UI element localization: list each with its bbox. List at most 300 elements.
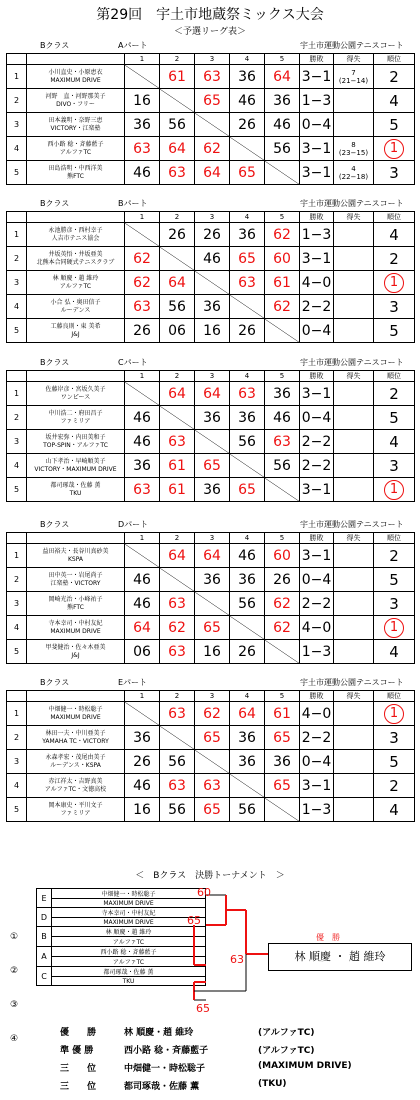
- rank-cell: 4: [374, 798, 415, 822]
- score-cell: 63: [265, 430, 300, 454]
- score-cell: 36: [265, 382, 300, 406]
- win-loss: 2−2: [300, 295, 334, 319]
- team-cell: [27, 271, 125, 295]
- score-cell: 63: [230, 271, 265, 295]
- team-club: ファミリア: [60, 809, 91, 817]
- score-cell: 36: [265, 750, 300, 774]
- row-number: 1: [7, 65, 27, 89]
- bracket-club: アルファTC: [52, 937, 206, 947]
- header-col-number: 1: [125, 533, 160, 544]
- team-names: 永森孝宏・茂尾由美子: [45, 753, 106, 761]
- score-cell: 60: [265, 544, 300, 568]
- class-label: Bクラス: [40, 358, 70, 367]
- score-cell: 36: [125, 113, 160, 137]
- win-loss: 0−4: [300, 568, 334, 592]
- bracket-letter: C: [37, 967, 52, 986]
- team-club: 江楽塾・VICTORY: [50, 579, 101, 587]
- venue-label: 宇土市運動公園テニスコート: [300, 41, 404, 50]
- row-number: 4: [7, 616, 27, 640]
- diagonal-cell: [265, 319, 300, 343]
- team-cell: [27, 750, 125, 774]
- header-points: 得失: [334, 54, 374, 65]
- team-club: ファミリア: [60, 417, 91, 425]
- team-club: アルファTC: [59, 282, 92, 290]
- score-cell: 64: [160, 271, 195, 295]
- team-cell: [27, 247, 125, 271]
- rank-cell: 2: [374, 65, 415, 89]
- header-team-cell: [27, 371, 125, 382]
- score-cell: 64: [160, 544, 195, 568]
- venue-label: 宇土市運動公園テニスコート: [300, 520, 404, 529]
- score-cell: 16: [125, 89, 160, 113]
- team-club: ルーデンス・KSPA: [50, 761, 101, 769]
- game-diff: [334, 113, 374, 137]
- bracket-score-2: 65: [187, 914, 201, 927]
- team-club: VICTORY・江楽塾: [50, 124, 101, 132]
- rank-cell: 5: [374, 113, 415, 137]
- section-header: [0, 40, 420, 52]
- score-cell: 26: [125, 750, 160, 774]
- class-label: Bクラス: [40, 41, 70, 50]
- first-place-mark: 1: [384, 273, 404, 293]
- row-number: 3: [7, 113, 27, 137]
- bracket-score-1: 60: [197, 886, 211, 899]
- rank-cell: 2: [374, 544, 415, 568]
- game-diff: [334, 89, 374, 113]
- score-cell: 26: [195, 223, 230, 247]
- diagonal-cell: [265, 478, 300, 502]
- score-cell: 36: [125, 726, 160, 750]
- team-cell: [27, 295, 125, 319]
- row-number: 2: [7, 406, 27, 430]
- row-number: 4: [7, 774, 27, 798]
- diagonal-cell: [160, 89, 195, 113]
- header-col-number: 1: [125, 212, 160, 223]
- game-diff: 4 (22−18): [334, 161, 374, 185]
- rank-cell: 4: [374, 89, 415, 113]
- rank-cell: [374, 478, 415, 502]
- venue-label: 宇土市運動公園テニスコート: [300, 678, 404, 687]
- team-names: 都司琢哉・佐藤 薫: [50, 481, 101, 489]
- diagonal-cell: [125, 702, 160, 726]
- score-cell: 46: [125, 592, 160, 616]
- row-number: 1: [7, 382, 27, 406]
- header-col-number: 3: [195, 533, 230, 544]
- score-cell: 36: [230, 65, 265, 89]
- score-cell: 36: [195, 406, 230, 430]
- rank-cell: 4: [374, 223, 415, 247]
- result-row: [0, 1043, 420, 1059]
- part-label: Dパート: [118, 520, 149, 529]
- bracket-club: MAXIMUM DRIVE: [52, 899, 206, 908]
- win-loss: 1−3: [300, 223, 334, 247]
- score-cell: 56: [265, 137, 300, 161]
- team-names: 中川浩二・府田昌子: [48, 409, 103, 417]
- result-club: (MAXIMUM DRIVE): [258, 1061, 352, 1071]
- page-title: 第29回 宇土市地蔵祭ミックス大会: [96, 7, 324, 23]
- header-col-number: 2: [160, 371, 195, 382]
- team-names: 井坂英悟・井坂亜美: [48, 250, 103, 258]
- team-club: YAMAHA TC・VICTORY: [42, 737, 109, 745]
- score-cell: 65: [195, 798, 230, 822]
- team-cell: [27, 616, 125, 640]
- header-team-cell: [27, 212, 125, 223]
- table-row: [7, 223, 415, 247]
- rank-cell: [374, 616, 415, 640]
- header-rank: 順位: [374, 371, 415, 382]
- table-row: [7, 544, 415, 568]
- bracket-letter: D: [37, 908, 52, 927]
- diagonal-cell: [265, 161, 300, 185]
- header-points: 得失: [334, 371, 374, 382]
- win-loss: 2−2: [300, 726, 334, 750]
- score-cell: 46: [125, 774, 160, 798]
- row-number: 5: [7, 319, 27, 343]
- bracket-letter: E: [37, 889, 52, 908]
- team-names: 工藤良則・東 美希: [50, 322, 101, 330]
- table-row: [7, 702, 415, 726]
- team-club: ワンピース: [60, 393, 91, 401]
- header-rank: 順位: [374, 212, 415, 223]
- win-loss: 1−3: [300, 89, 334, 113]
- header-wins: 勝敗: [300, 212, 334, 223]
- diagonal-cell: [195, 430, 230, 454]
- score-cell: 36: [195, 568, 230, 592]
- team-names: 林田一夫・中川亜美子: [45, 729, 106, 737]
- game-diff: [334, 726, 374, 750]
- team-names: 岡本康史・平川文子: [48, 801, 103, 809]
- score-cell: 64: [195, 382, 230, 406]
- diagonal-cell: [195, 592, 230, 616]
- win-loss: 2−2: [300, 430, 334, 454]
- team-club: DIVO・フリー: [56, 100, 95, 108]
- score-cell: 46: [125, 430, 160, 454]
- game-diff: [334, 319, 374, 343]
- team-club: MAXIMUM DRIVE: [50, 713, 101, 721]
- team-cell: [27, 382, 125, 406]
- header-col-number: 1: [125, 54, 160, 65]
- header-no-cell: [7, 533, 27, 544]
- diagonal-cell: [265, 798, 300, 822]
- bracket-score-4: 65: [196, 1002, 210, 1015]
- score-cell: 26: [125, 319, 160, 343]
- team-cell: [27, 592, 125, 616]
- team-names: 河野 直・河野那美子: [45, 92, 106, 100]
- header-wins: 勝敗: [300, 691, 334, 702]
- score-cell: 36: [230, 223, 265, 247]
- score-cell: 63: [160, 592, 195, 616]
- result-place: 三 位: [60, 1064, 97, 1074]
- league-table: [6, 532, 415, 664]
- score-cell: 46: [230, 89, 265, 113]
- table-row: [7, 750, 415, 774]
- win-loss: 0−4: [300, 406, 334, 430]
- team-club: TOP-SPIN・アルファTC: [43, 441, 108, 449]
- first-place-mark: 1: [384, 139, 404, 159]
- game-diff: [334, 382, 374, 406]
- bracket-club: TKU: [52, 977, 206, 986]
- score-cell: 63: [160, 640, 195, 664]
- score-cell: 63: [125, 137, 160, 161]
- row-number: 2: [7, 247, 27, 271]
- score-cell: 36: [230, 406, 265, 430]
- diagonal-cell: [125, 544, 160, 568]
- diagonal-cell: [230, 774, 265, 798]
- score-cell: 46: [125, 161, 160, 185]
- table-row: [7, 137, 415, 161]
- score-cell: 65: [195, 726, 230, 750]
- team-cell: [27, 223, 125, 247]
- score-cell: 62: [195, 702, 230, 726]
- score-cell: 64: [230, 702, 265, 726]
- row-number: 1: [7, 223, 27, 247]
- first-place-mark: 1: [384, 480, 404, 500]
- diagonal-cell: [230, 295, 265, 319]
- score-cell: 62: [195, 137, 230, 161]
- header-col-number: 4: [230, 371, 265, 382]
- team-names: 永池勝彦・西村幸子: [48, 226, 103, 234]
- team-cell: [27, 454, 125, 478]
- diagonal-cell: [195, 113, 230, 137]
- win-loss: 0−4: [300, 319, 334, 343]
- team-names: 田島浩明・中西洋美: [48, 164, 103, 172]
- section-header: [0, 357, 420, 369]
- game-diff: [334, 406, 374, 430]
- win-loss: 3−1: [300, 382, 334, 406]
- team-cell: [27, 89, 125, 113]
- venue-label: 宇土市運動公園テニスコート: [300, 358, 404, 367]
- score-cell: 63: [160, 161, 195, 185]
- team-names: 佐藤岸彦・宮坂久美子: [45, 385, 106, 393]
- team-cell: [27, 113, 125, 137]
- score-cell: 62: [265, 616, 300, 640]
- diagonal-cell: [125, 223, 160, 247]
- team-cell: [27, 65, 125, 89]
- team-club: TKU: [69, 489, 82, 497]
- team-names: 山下孝治・早崎順美子: [45, 457, 106, 465]
- team-names: 寺本幸司・中村友紀: [48, 619, 103, 627]
- team-club: MAXIMUM DRIVE: [50, 627, 101, 635]
- score-cell: 16: [195, 640, 230, 664]
- team-cell: [27, 161, 125, 185]
- team-names: 益田裕夫・長谷川真砂美: [42, 547, 109, 555]
- score-cell: 63: [125, 295, 160, 319]
- diagonal-cell: [195, 750, 230, 774]
- score-cell: 65: [195, 616, 230, 640]
- bracket-seed: ①: [10, 932, 19, 942]
- champion-box: 林 順慶 ・ 趙 維玲: [268, 943, 412, 971]
- score-cell: 46: [265, 406, 300, 430]
- team-cell: [27, 640, 125, 664]
- header-col-number: 4: [230, 212, 265, 223]
- team-club: アルファTC: [59, 148, 92, 156]
- team-club: 熊FTC: [67, 603, 84, 611]
- team-club: J&J: [71, 330, 80, 338]
- team-cell: [27, 798, 125, 822]
- team-club: 人吉市テニス協会: [51, 234, 100, 242]
- game-diff: [334, 592, 374, 616]
- game-diff: [334, 798, 374, 822]
- score-cell: 61: [160, 454, 195, 478]
- league-table: [6, 690, 415, 822]
- row-number: 4: [7, 137, 27, 161]
- result-names: 都司琢哉・佐藤 薫: [124, 1082, 200, 1092]
- section-header: [0, 519, 420, 531]
- section-header: [0, 198, 420, 210]
- score-cell: 63: [230, 382, 265, 406]
- header-wins: 勝敗: [300, 371, 334, 382]
- game-diff: [334, 247, 374, 271]
- score-cell: 56: [230, 798, 265, 822]
- header-col-number: 1: [125, 691, 160, 702]
- score-cell: 64: [160, 382, 195, 406]
- score-cell: 56: [265, 454, 300, 478]
- header-rank: 順位: [374, 533, 415, 544]
- score-cell: 36: [265, 89, 300, 113]
- win-loss: 3−1: [300, 478, 334, 502]
- header-col-number: 5: [265, 691, 300, 702]
- game-diff: [334, 544, 374, 568]
- row-number: 3: [7, 750, 27, 774]
- rank-cell: 2: [374, 382, 415, 406]
- team-names: 田本義明・奈野三恵: [48, 116, 103, 124]
- row-number: 5: [7, 640, 27, 664]
- rank-cell: 4: [374, 640, 415, 664]
- bracket-names: 都司琢哉・佐藤 薫: [52, 967, 206, 977]
- result-row: [0, 1079, 420, 1095]
- team-names: 中畑健一・時松聡子: [48, 705, 103, 713]
- score-cell: 26: [230, 319, 265, 343]
- score-cell: 64: [195, 544, 230, 568]
- diagonal-cell: [160, 406, 195, 430]
- win-loss: 4−0: [300, 702, 334, 726]
- bracket-club: アルファTC: [52, 957, 206, 967]
- team-names: 西小路 稔・斉藤藍子: [47, 140, 104, 148]
- table-row: [7, 382, 415, 406]
- score-cell: 06: [160, 319, 195, 343]
- bracket-seed: ②: [10, 966, 19, 976]
- score-cell: 65: [230, 247, 265, 271]
- part-label: Cパート: [118, 358, 148, 367]
- result-club: (アルファTC): [258, 1046, 315, 1056]
- game-diff: [334, 295, 374, 319]
- league-table: [6, 211, 415, 343]
- win-loss: 1−3: [300, 640, 334, 664]
- header-team-cell: [27, 533, 125, 544]
- score-cell: 65: [230, 161, 265, 185]
- win-loss: 3−1: [300, 544, 334, 568]
- team-club: J&J: [71, 651, 80, 659]
- team-names: 小川直史・小原恵衣: [48, 68, 103, 76]
- row-number: 5: [7, 161, 27, 185]
- win-loss: 2−2: [300, 592, 334, 616]
- rank-cell: 2: [374, 774, 415, 798]
- score-cell: 65: [195, 454, 230, 478]
- header-col-number: 3: [195, 54, 230, 65]
- header-team-cell: [27, 54, 125, 65]
- score-cell: 63: [160, 702, 195, 726]
- diagonal-cell: [230, 137, 265, 161]
- rank-cell: 4: [374, 430, 415, 454]
- table-row: [7, 65, 415, 89]
- bracket-seed: ③: [10, 1000, 19, 1010]
- row-number: 1: [7, 544, 27, 568]
- team-club: MAXIMUM DRIVE: [50, 76, 101, 84]
- result-names: 西小路 稔・斉藤藍子: [124, 1046, 209, 1056]
- bracket-names: 寺本幸司・中村友紀: [52, 908, 206, 918]
- score-cell: 65: [195, 89, 230, 113]
- bracket-letter: B: [37, 927, 52, 947]
- team-names: 甲斐健治・佐々木亜美: [45, 643, 106, 651]
- table-row: [7, 295, 415, 319]
- result-club: (アルファTC): [258, 1028, 315, 1038]
- rank-cell: 3: [374, 295, 415, 319]
- team-names: 田中英一・岩尾尚子: [48, 571, 103, 579]
- score-cell: 63: [195, 65, 230, 89]
- win-loss: 2−2: [300, 454, 334, 478]
- game-diff: [334, 271, 374, 295]
- win-loss: 4−0: [300, 616, 334, 640]
- team-club: VICTORY・MAXIMUM DRIVE: [34, 465, 117, 473]
- team-names: 赤江祥太・吉野真美: [48, 777, 103, 785]
- score-cell: 06: [125, 640, 160, 664]
- header-col-number: 3: [195, 371, 230, 382]
- result-row: [0, 1061, 420, 1077]
- table-row: [7, 113, 415, 137]
- score-cell: 62: [265, 592, 300, 616]
- game-diff: [334, 616, 374, 640]
- class-label: Bクラス: [40, 199, 70, 208]
- score-cell: 46: [230, 544, 265, 568]
- table-row: [7, 454, 415, 478]
- team-names: 坂井宏弥・内田美和子: [45, 433, 106, 441]
- score-cell: 61: [160, 478, 195, 502]
- team-club: KSPA: [67, 555, 84, 563]
- first-place-mark: 1: [384, 618, 404, 638]
- score-cell: 65: [265, 774, 300, 798]
- score-cell: 56: [160, 295, 195, 319]
- bracket-score-3: 63: [230, 953, 244, 966]
- diagonal-cell: [230, 454, 265, 478]
- rank-cell: 3: [374, 592, 415, 616]
- team-cell: [27, 726, 125, 750]
- header-wins: 勝敗: [300, 54, 334, 65]
- score-cell: 62: [265, 295, 300, 319]
- score-cell: 64: [265, 65, 300, 89]
- row-number: 2: [7, 726, 27, 750]
- game-diff: [334, 774, 374, 798]
- score-cell: 62: [160, 616, 195, 640]
- team-club: 北熊本合同硬式テニスクラブ: [36, 258, 115, 266]
- game-diff: [334, 478, 374, 502]
- header-col-number: 1: [125, 371, 160, 382]
- class-label: Bクラス: [40, 520, 70, 529]
- bracket-seed: ④: [10, 1034, 19, 1044]
- rank-cell: [374, 137, 415, 161]
- header-rank: 順位: [374, 691, 415, 702]
- result-row: [0, 1025, 420, 1041]
- score-cell: 36: [125, 454, 160, 478]
- game-diff: [334, 640, 374, 664]
- score-cell: 16: [195, 319, 230, 343]
- header-col-number: 3: [195, 212, 230, 223]
- team-names: 林 順慶・趙 維玲: [52, 274, 99, 282]
- row-number: 3: [7, 271, 27, 295]
- header-col-number: 5: [265, 54, 300, 65]
- header-col-number: 2: [160, 54, 195, 65]
- row-number: 5: [7, 798, 27, 822]
- row-number: 5: [7, 478, 27, 502]
